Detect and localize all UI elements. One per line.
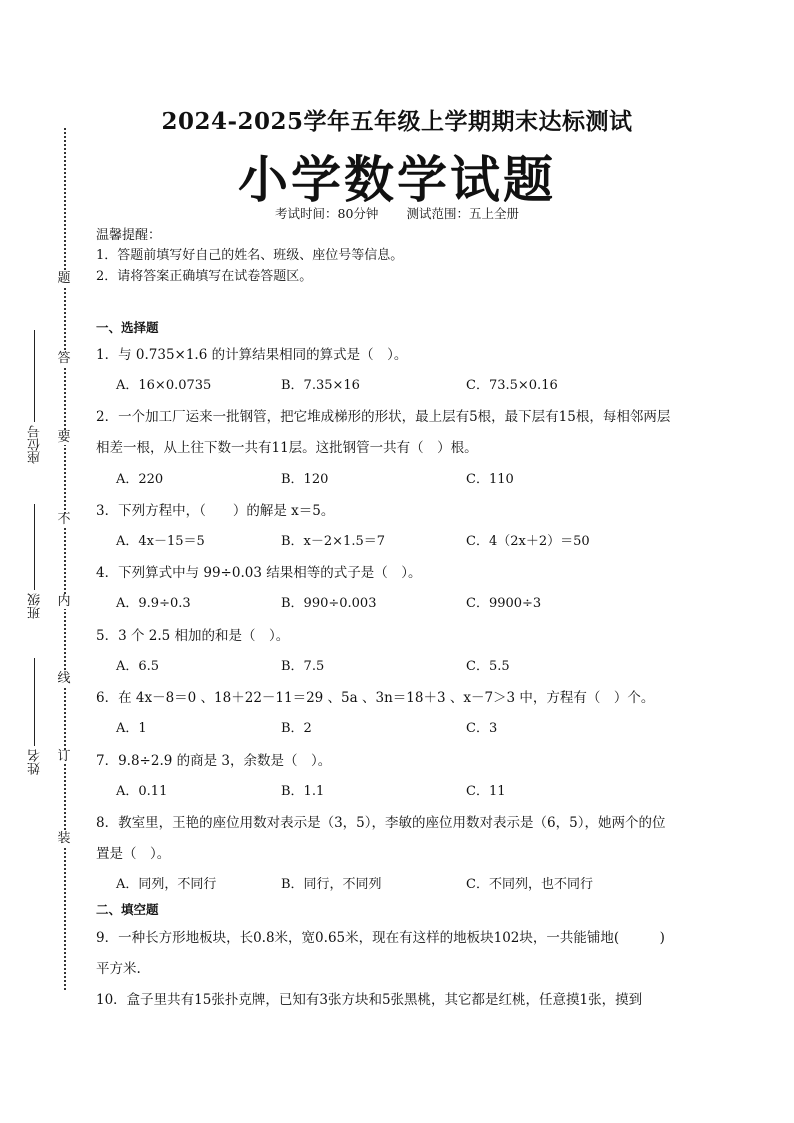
option-b[interactable]: B．x－2×1.5＝7	[281, 534, 385, 549]
option-c[interactable]: C．110	[466, 472, 514, 487]
option-c[interactable]: C．不同列，也不同行	[466, 877, 593, 892]
binding-char: 不	[57, 512, 71, 527]
question-stem: 2．一个加工厂运来一批钢管，把它堆成梯形的形状，最上层有5根，最下层有15根，每相邻两层	[96, 409, 671, 425]
name-label: 姓名	[28, 749, 43, 775]
question-stem: 相差一根，从上往下数一共有11层。这批钢管一共有（ ）根。	[96, 440, 478, 456]
option-b[interactable]: B．1.1	[281, 784, 325, 799]
option-a[interactable]: A．16×0.0735	[116, 378, 212, 393]
binding-char: 内	[57, 594, 71, 609]
seat-number-label: 座位号	[28, 425, 43, 464]
class-label: 班级	[28, 593, 43, 619]
question-stem: 6．在 4x－8＝0 、18＋22－11＝29 、5a 、3n＝18＋3 、x－7＞3 中，方程有（ ）个。	[96, 690, 655, 706]
name-blank	[34, 658, 35, 746]
option-c[interactable]: C．73.5×0.16	[466, 378, 558, 393]
option-a[interactable]: A．0.11	[116, 784, 168, 799]
option-b[interactable]: B．7.35×16	[281, 378, 360, 393]
option-b[interactable]: B．7.5	[281, 659, 325, 674]
question-stem: 8．教室里，王艳的座位用数对表示是（3，5），李敏的座位用数对表示是（6，5），她两个的位	[96, 815, 666, 831]
binding-char: 题	[57, 271, 71, 286]
question-stem: 4．下列算式中与 99÷0.03 结果相等的式子是（ ）。	[96, 565, 422, 581]
class-field[interactable]	[26, 504, 42, 619]
option-c[interactable]: C．11	[466, 784, 506, 799]
tip-item: 1．答题前填写好自己的姓名、班级、座位号等信息。	[96, 248, 404, 263]
option-c[interactable]: C．9900÷3	[466, 596, 542, 611]
question-line: 10．盒子里共有15张扑克牌，已知有3张方块和5张黑桃，其它都是红桃，任意摸1张，摸到	[96, 992, 643, 1008]
option-a[interactable]: A．220	[116, 472, 164, 487]
question-stem: 5．3 个 2.5 相加的和是（ ）。	[96, 628, 290, 644]
question-line: 平方米.	[96, 961, 141, 977]
option-c[interactable]: C．3	[466, 721, 498, 736]
option-b[interactable]: B．990÷0.003	[281, 596, 377, 611]
option-b[interactable]: B．同行，不同列	[281, 877, 382, 892]
tip-item: 2．请将答案正确填写在试卷答题区。	[96, 269, 313, 284]
main-title: 小学数学试题	[238, 150, 556, 209]
exam-title: 2024-2025学年五年级上学期期末达标测试	[161, 108, 633, 135]
binding-dotted-line	[64, 128, 66, 990]
binding-char: 要	[57, 430, 71, 445]
option-b[interactable]: B．120	[281, 472, 329, 487]
tips-heading: 温馨提醒：	[96, 228, 162, 243]
option-a[interactable]: A．同列，不同行	[116, 877, 217, 892]
option-b[interactable]: B．2	[281, 721, 312, 736]
exam-scope: 测试范围：五上全册	[406, 206, 519, 221]
section-title: 一、选择题	[96, 320, 159, 335]
option-c[interactable]: C．5.5	[466, 659, 510, 674]
question-stem: 置是（ ）。	[96, 846, 171, 862]
question-stem: 3．下列方程中，（ ）的解是 x＝5。	[96, 503, 335, 519]
exam-info	[0, 204, 794, 222]
binding-char: 答	[57, 351, 71, 366]
section-title: 二、填空题	[96, 902, 159, 917]
seat-number-blank	[34, 330, 35, 422]
option-a[interactable]: A．9.9÷0.3	[116, 596, 191, 611]
option-a[interactable]: A．1	[116, 721, 147, 736]
seat-number-field[interactable]	[26, 330, 42, 464]
exam-time: 考试时间：80分钟	[275, 206, 379, 221]
binding-char: 装	[57, 831, 71, 846]
question-stem: 7．9.8÷2.9 的商是 3，余数是（ ）。	[96, 753, 332, 769]
name-field[interactable]	[26, 658, 42, 775]
class-blank	[34, 504, 35, 590]
option-a[interactable]: A．6.5	[116, 659, 160, 674]
binding-char: 线	[57, 671, 71, 686]
option-a[interactable]: A．4x－15＝5	[116, 534, 205, 549]
binding-char: 订	[57, 749, 71, 764]
option-c[interactable]: C．4（2x＋2）＝50	[466, 534, 590, 549]
question-stem: 1．与 0.735×1.6 的计算结果相同的算式是（ ）。	[96, 347, 408, 363]
question-line: 9．一种长方形地板块，长0.8米，宽0.65米，现在有这样的地板块102块，一共能铺地( )	[96, 930, 665, 946]
